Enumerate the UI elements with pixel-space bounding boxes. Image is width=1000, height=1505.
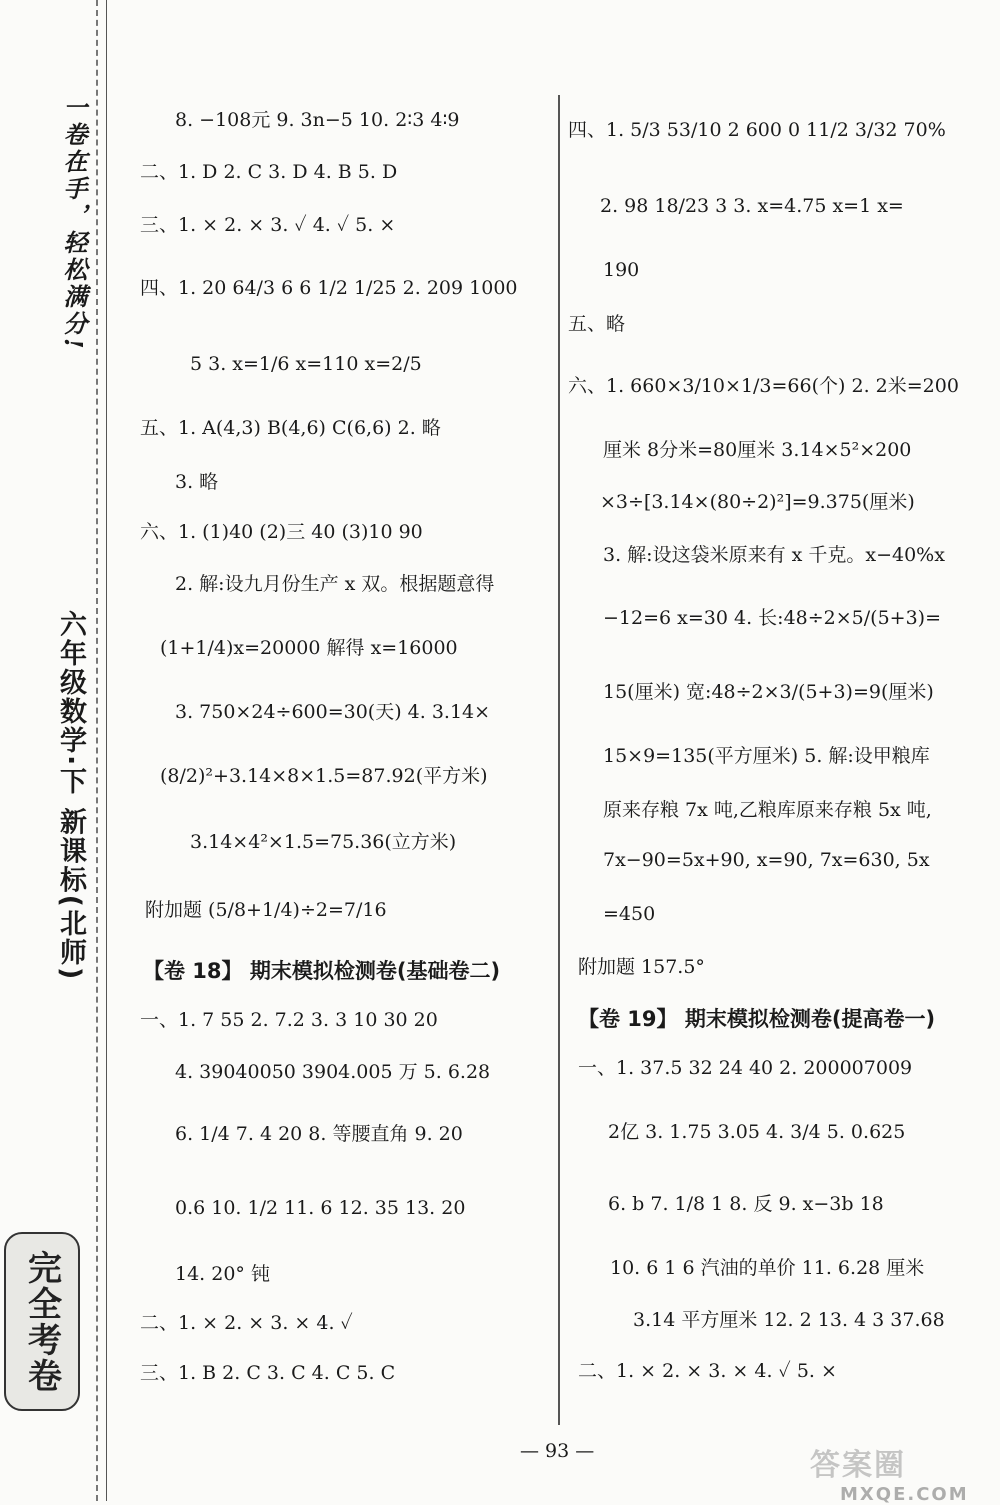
answer-line: 三、1. B 2. C 3. C 4. C 5. C: [140, 1362, 396, 1384]
answer-line: 3.14×4²×1.5=75.36(立方米): [190, 831, 457, 853]
page-number: — 93 —: [520, 1440, 595, 1462]
answer-line: ×3÷[3.14×(80÷2)²]=9.375(厘米): [600, 491, 915, 513]
answer-line: 厘米 8分米=80厘米 3.14×5²×200: [603, 439, 912, 461]
answer-line: 2. 解:设九月份生产 x 双。根据题意得: [175, 573, 495, 595]
answer-line: 7x−90=5x+90, x=90, 7x=630, 5x: [603, 849, 930, 871]
answer-line: 2. 98 18/23 3 3. x=4.75 x=1 x=: [600, 195, 904, 217]
publisher-logo: [4, 1232, 80, 1411]
answer-line: 五、略: [568, 313, 626, 335]
answer-line: 6. b 7. 1/8 1 8. 反 9. x−3b 18: [608, 1193, 884, 1215]
answer-line: 五、1. A(4,3) B(4,6) C(6,6) 2. 略: [140, 417, 441, 439]
answer-line: 2亿 3. 1.75 3.05 4. 3/4 5. 0.625: [608, 1121, 906, 1143]
section-title-18: 【卷 18】 期末模拟检测卷(基础卷二): [143, 959, 501, 983]
answer-line: 二、1. D 2. C 3. D 4. B 5. D: [140, 161, 398, 183]
logo-text: 完全考卷: [21, 1249, 62, 1394]
answer-line: 原来存粮 7x 吨,乙粮库原来存粮 5x 吨,: [603, 799, 932, 821]
section-title-19: 【卷 19】 期末模拟检测卷(提高卷一): [578, 1007, 936, 1031]
answer-line: 6. 1/4 7. 4 20 8. 等腰直角 9. 20: [175, 1123, 463, 1145]
answer-line: 4. 39040050 3904.005 万 5. 6.28: [175, 1061, 491, 1083]
watermark: [810, 1440, 995, 1505]
watermark-url: MXQE.COM: [840, 1484, 969, 1505]
answer-line: 六、1. (1)40 (2)三 40 (3)10 90: [140, 521, 423, 543]
answer-line: −12=6 x=30 4. 长:48÷2×5/(5+3)=: [603, 607, 942, 629]
bonus-answer: 附加题 (5/8+1/4)÷2=7/16: [145, 899, 387, 921]
answer-line: =450: [603, 903, 656, 925]
answer-line: 二、1. × 2. × 3. × 4. ✓: [140, 1312, 353, 1334]
answer-line: 一、1. 7 55 2. 7.2 3. 3 10 30 20: [140, 1009, 438, 1031]
answer-line: (1+1/4)x=20000 解得 x=16000: [160, 637, 458, 659]
slogan: 一卷在手，轻松满分!: [59, 95, 88, 352]
answer-line: 190: [603, 259, 640, 281]
answer-line: 四、1. 20 64/3 6 6 1/2 1/25 2. 209 1000: [140, 277, 518, 299]
answer-line: 四、1. 5/3 53/10 2 600 0 11/2 3/32 70%: [568, 119, 946, 141]
binding-margin: [0, 0, 110, 1501]
answer-line: 3. 解:设这袋米原来有 x 千克。x−40%x: [603, 544, 945, 566]
answer-line: 15×9=135(平方厘米) 5. 解:设甲粮库: [603, 745, 930, 767]
answer-line: 15(厘米) 宽:48÷2×3/(5+3)=9(厘米): [603, 681, 934, 703]
cut-line: [96, 0, 98, 1501]
book-title: 六年级数学·下 新课标(北师): [55, 610, 86, 982]
answer-line: 3. 750×24÷600=30(天) 4. 3.14×: [175, 701, 491, 723]
bonus-answer: 附加题 157.5°: [578, 956, 705, 978]
answer-line: 8. −108元 9. 3n−5 10. 2∶3 4∶9: [175, 109, 460, 131]
column-divider: [558, 95, 560, 1425]
answer-line: 一、1. 37.5 32 24 40 2. 200007009: [578, 1057, 913, 1079]
answer-line: 0.6 10. 1/2 11. 6 12. 35 13. 20: [175, 1197, 466, 1219]
binding-line: [106, 0, 107, 1501]
answer-line: 10. 6 1 6 汽油的单价 11. 6.28 厘米: [610, 1257, 925, 1279]
answer-line: 14. 20° 钝: [175, 1263, 270, 1285]
answer-line: 三、1. × 2. × 3. ✓ 4. ✓ 5. ×: [140, 214, 396, 236]
answer-line: 六、1. 660×3/10×1/3=66(个) 2. 2米=200: [568, 375, 959, 397]
answer-line: 3. 略: [175, 471, 219, 493]
answer-line: (8/2)²+3.14×8×1.5=87.92(平方米): [160, 765, 488, 787]
answer-line: 3.14 平方厘米 12. 2 13. 4 3 37.68: [633, 1309, 945, 1331]
watermark-logo-text: 答案圈: [810, 1448, 906, 1483]
answer-line: 5 3. x=1/6 x=110 x=2/5: [190, 353, 422, 375]
answer-line: 二、1. × 2. × 3. × 4. ✓ 5. ×: [578, 1360, 837, 1382]
